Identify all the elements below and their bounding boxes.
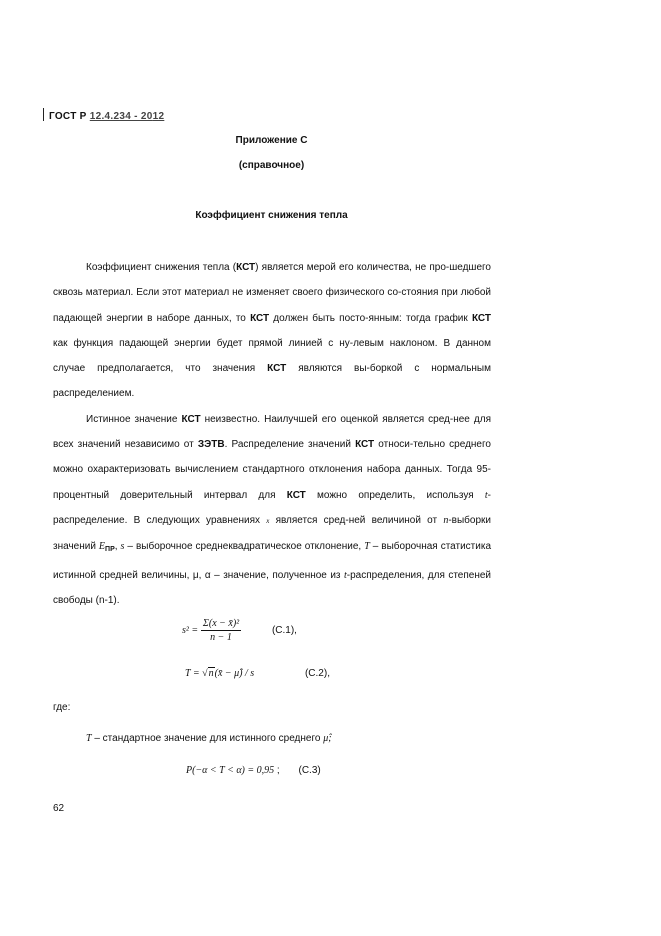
eq3-label: (С.3) — [298, 765, 321, 776]
p1-text-2: ) является мерой его количества, не про-шедшего сквозь материал. Если этот материал не изменяет своего физического со-стояния при любой падающей энергии в наборе данных, то — [53, 262, 491, 324]
margin-bar — [43, 108, 44, 121]
document-header — [43, 108, 164, 122]
where-item — [86, 733, 332, 744]
p2-text-5: можно определить, используя — [305, 489, 485, 501]
p1-text-1: Коэффициент снижения тепла ( — [86, 262, 237, 273]
equation-c1 — [182, 618, 297, 643]
eq3-expression: P(−α < T < α) = 0,95 — [186, 765, 275, 776]
body-text — [53, 255, 491, 613]
p2-text-8: -выборки значений — [53, 514, 491, 553]
p2-n-symbol: n — [443, 514, 449, 526]
where-T-symbol: T — [86, 733, 92, 744]
standard-prefix: ГОСТ Р — [49, 111, 87, 122]
p2-e-subscript: ПР — [105, 546, 115, 554]
eq2-sqrt-arg: n — [208, 668, 214, 679]
eq1-fraction — [201, 618, 241, 643]
p2-text-4: относи-тельно среднего можно охарактеризовать вычислением стандартного отклонения набора данных. Тогда 95-процентный доверительный интервал для — [53, 439, 491, 501]
p2-kst-2: КСТ — [355, 439, 375, 451]
eq1-lhs: s² = — [182, 625, 199, 637]
p2-zetv: ЗЭТВ — [197, 439, 225, 451]
p2-x-symbol: x — [266, 516, 270, 525]
appendix-subtitle: (справочное) — [238, 160, 305, 171]
p2-text-9: , — [114, 541, 121, 553]
p1-text-5: являются вы-боркой с нормальным распределением. — [53, 363, 491, 400]
section-title: Коэффициент снижения тепла — [195, 210, 348, 221]
paragraph-1 — [53, 255, 491, 407]
p2-kst-3: КСТ — [286, 489, 306, 501]
paragraph-2 — [53, 407, 491, 613]
eq1-denominator: n − 1 — [210, 632, 232, 643]
standard-number: 12.4.234 - 20 — [89, 111, 153, 122]
eq2-rhs: (x̄ − μ̂) / s — [214, 668, 255, 679]
eq3-separator: ; — [274, 765, 280, 776]
p1-text-3: должен быть посто-янным: тогда график — [269, 312, 472, 324]
p2-text-3: . Распределение значений — [224, 439, 356, 451]
p1-text-4: как функция падающей энергии будет прямой линией с ну-левым наклоном. В данном случае предполагается, что значения — [53, 337, 491, 375]
p2-text-11: – выборочная статистика истинной средней величины, μ, α – значение, полученное из — [53, 541, 492, 581]
p2-t-symbol-2: t — [343, 569, 347, 581]
p2-text-2: неизвестно. Наилучшей его оценкой является сред-нее для всех значений независимо от — [53, 413, 491, 451]
appendix-title: Приложение С — [235, 135, 308, 146]
p2-t-symbol-1: t — [484, 489, 488, 501]
p2-e-symbol: E — [98, 541, 106, 553]
p2-s-symbol: s — [120, 541, 125, 553]
p2-text-1: Истинное значение — [86, 413, 182, 425]
p2-text-12: -распределения, для степеней свободы (n-1). — [53, 569, 492, 606]
equation-c2 — [185, 668, 330, 679]
p1-kst-3: КСТ — [471, 312, 491, 324]
eq2-label: (С.2), — [304, 668, 330, 679]
eq2-lhs: T = — [185, 668, 203, 679]
eq1-label: (С.1), — [271, 625, 297, 637]
p2-T-symbol: T — [364, 541, 370, 553]
p1-kst-1: КСТ — [236, 262, 256, 273]
page-number: 62 — [53, 803, 65, 814]
standard-year: 12 — [152, 111, 165, 122]
p2-kst-1: КСТ — [181, 413, 201, 425]
equation-c3 — [186, 765, 321, 776]
sqrt-sign: √ — [202, 668, 208, 679]
where-text: – стандартное значение для истинного среднего — [91, 733, 324, 744]
p2-text-7: является сред-ней величиной от — [269, 514, 444, 526]
p2-text-6: -распределение. В следующих уравнениях — [53, 489, 492, 526]
p1-kst-4: КСТ — [267, 363, 287, 375]
eq1-numerator: Σ(x − x̄)² — [202, 618, 240, 629]
p2-text-10: – выборочное среднеквадратическое отклонение, — [124, 541, 365, 553]
p1-kst-2: КСТ — [250, 312, 270, 324]
where-mu-symbol: μ̂; — [323, 733, 332, 744]
where-label: где: — [53, 702, 71, 713]
